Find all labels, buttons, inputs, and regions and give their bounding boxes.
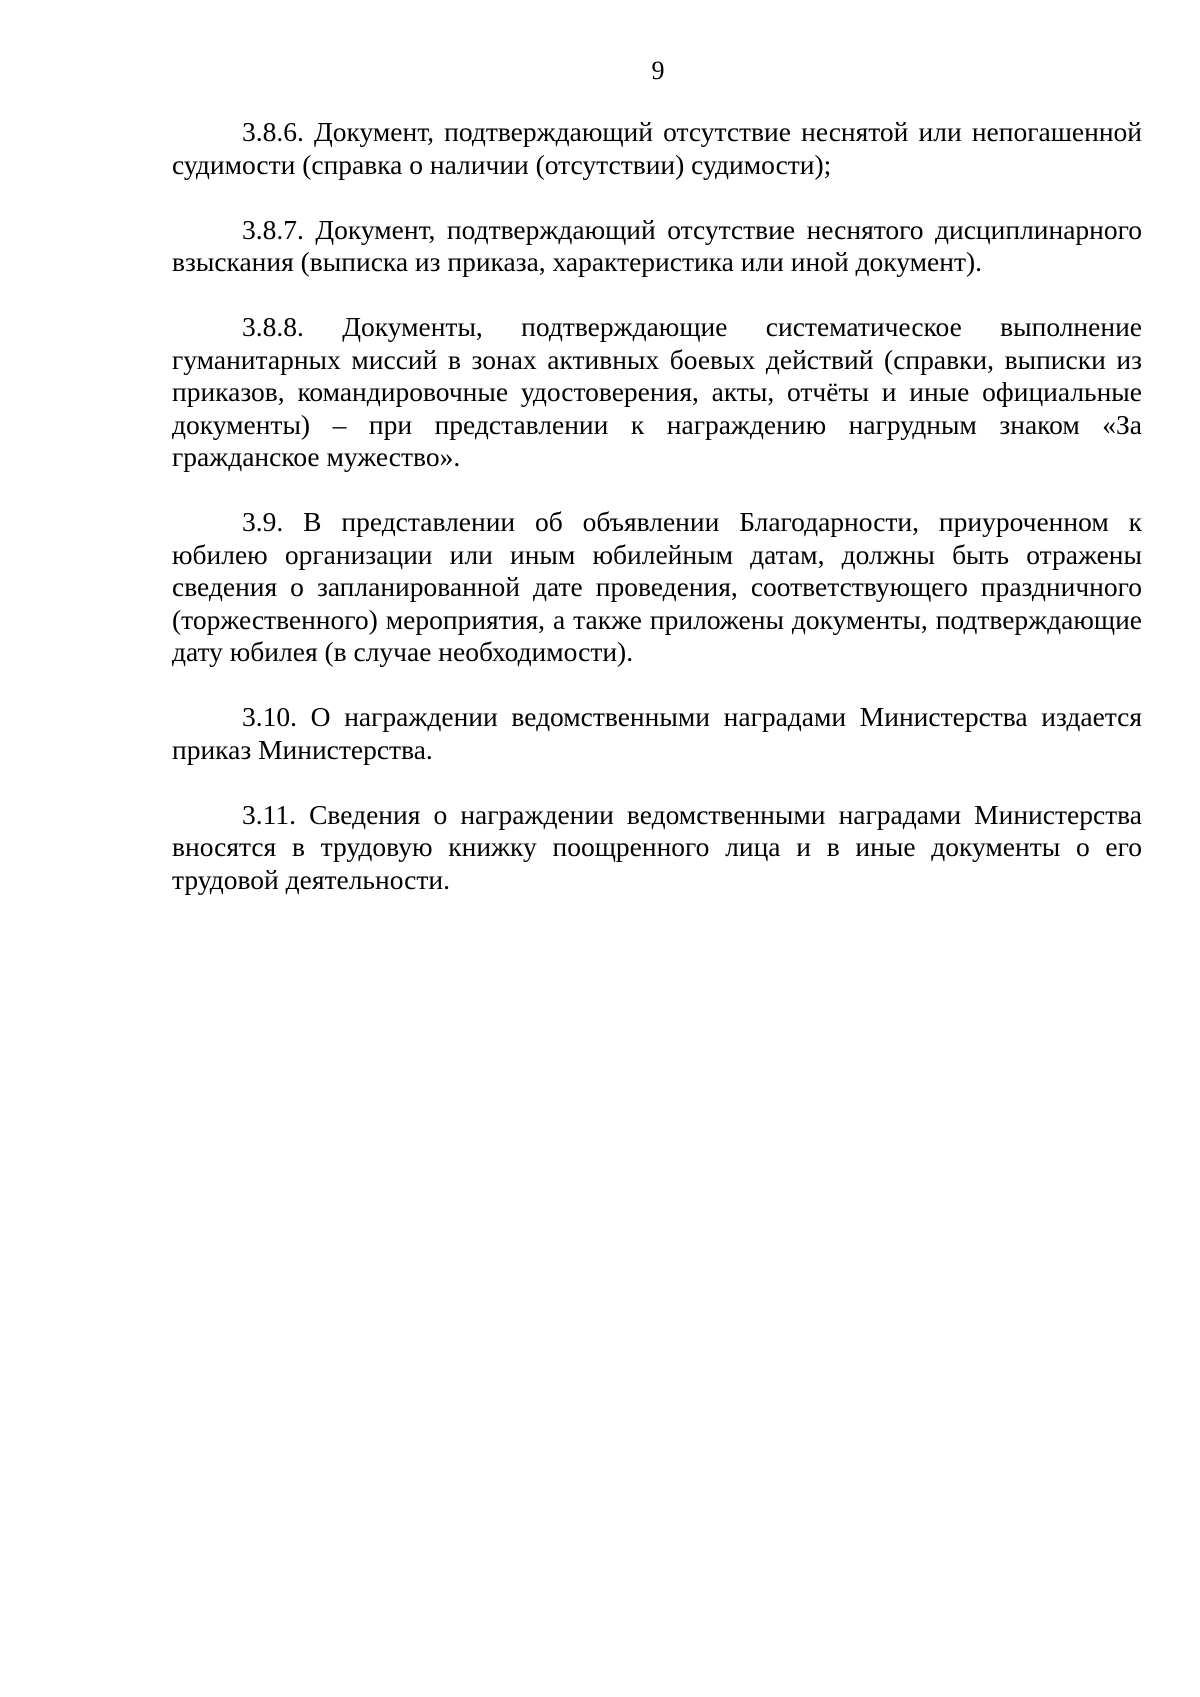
paragraph-3-8-6: 3.8.6. Документ, подтверждающий отсутствие неснятой или непогашенной судимости (справка о наличии (отсутствии) судимости); [172, 116, 1142, 180]
paragraph-3-8-8: 3.8.8. Документы, подтверждающие систематическое выполнение гуманитарных миссий в зонах активных боевых действий (справки, выписки из приказов, командировочные удостоверения, акты, отчёты и иные официальные документы) – при представлении к награждению нагрудным знаком «За гражданское мужество». [172, 311, 1142, 472]
paragraph-3-8-7: 3.8.7. Документ, подтверждающий отсутствие неснятого дисциплинарного взыскания (выписка из приказа, характеристика или иной документ). [172, 213, 1142, 277]
page-number: 9 [651, 56, 665, 85]
document-body [172, 116, 1142, 929]
paragraph-3-11: 3.11. Сведения о награждении ведомственными наградами Министерства вносятся в трудовую книжку поощренного лица и в иные документы о его трудовой деятельности. [172, 798, 1142, 895]
paragraph-3-10: 3.10. О награждении ведомственными наградами Министерства издается приказ Министерства. [172, 701, 1142, 765]
paragraph-3-9: 3.9. В представлении об объявлении Благодарности, приуроченном к юбилею организации или иным юбилейным датам, должны быть отражены сведения о запланированной дате проведения, соответствующего праздничного (торжественного) мероприятия, а также приложены документы, подтверждающие дату юбилея (в случае необходимости). [172, 506, 1142, 667]
